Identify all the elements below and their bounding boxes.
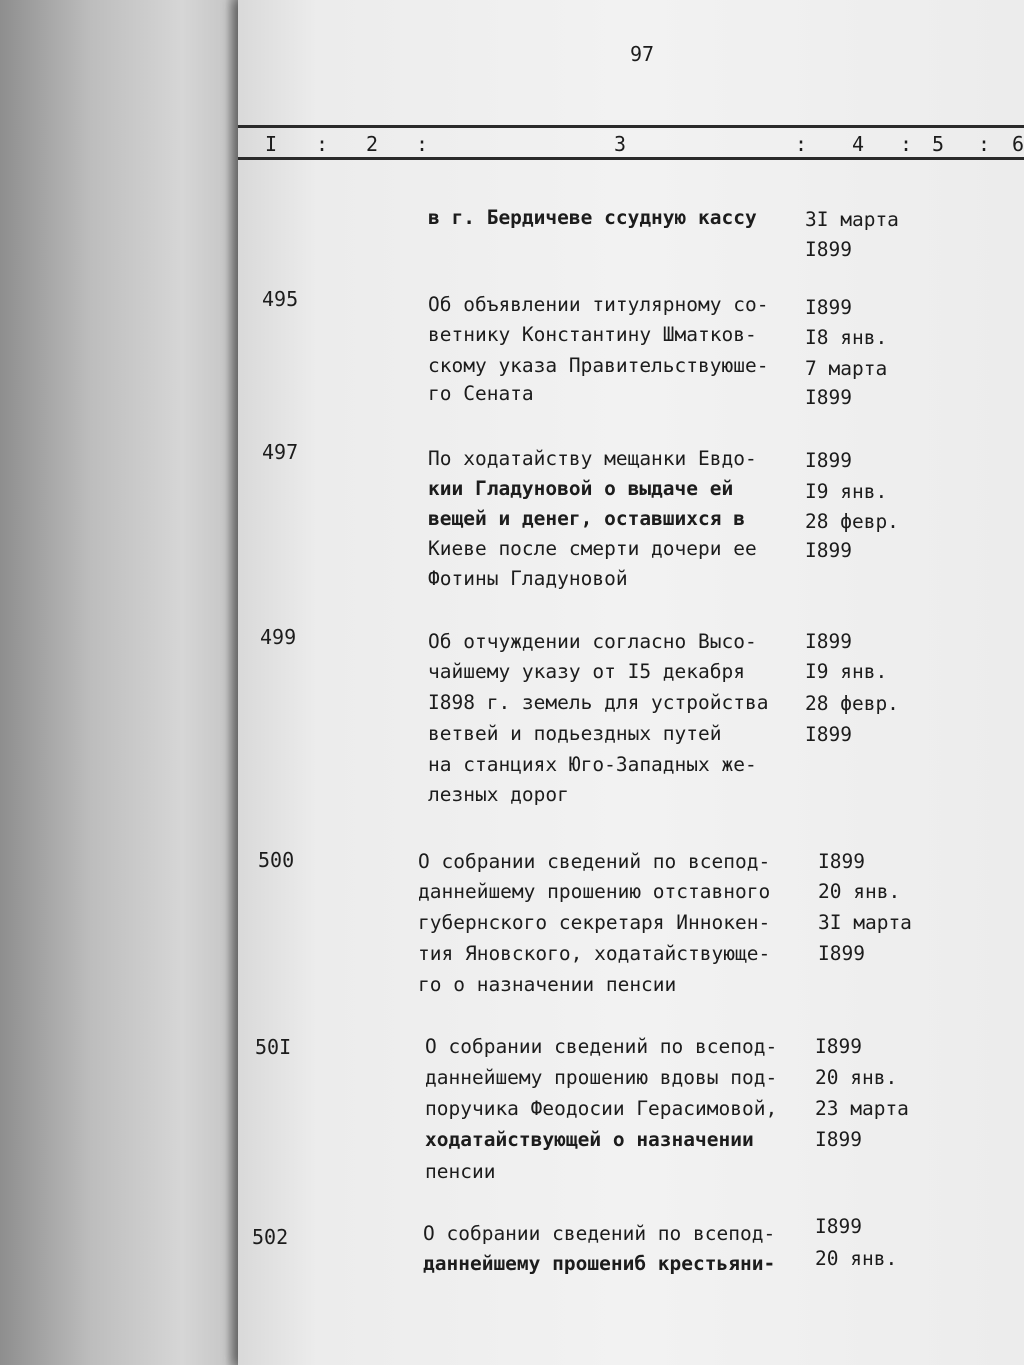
entry-date-line: I9 янв. xyxy=(805,660,888,683)
entry-description-line: По ходатайству мещанки Евдо- xyxy=(428,447,757,470)
entry-date-line: I8 янв. xyxy=(805,326,888,349)
entry-date-line: I899 xyxy=(818,942,865,965)
entry-description-line: О собрании сведений по всепод- xyxy=(423,1222,776,1245)
entry-description-line: Об объявлении титулярному со- xyxy=(428,293,769,316)
page-number: 97 xyxy=(630,42,655,66)
entry-date-line: I899 xyxy=(815,1215,862,1238)
entry-date-line: I899 xyxy=(815,1035,862,1058)
entry-description-line: О собрании сведений по всепод- xyxy=(425,1035,778,1058)
entry-description-line: пенсии xyxy=(425,1160,496,1183)
entry-date-line: 28 февр. xyxy=(805,510,899,533)
header-separator: : xyxy=(978,132,991,156)
entry-description-line: вещей и денег, оставшихся в xyxy=(428,507,745,530)
entry-date-line: 20 янв. xyxy=(818,880,901,903)
entry-description-line: на станциях Юго-Западных же- xyxy=(428,753,757,776)
entry-date-line: 20 янв. xyxy=(815,1247,898,1270)
header-col-4: 4 xyxy=(852,132,865,156)
header-col-5: 5 xyxy=(932,132,945,156)
header-col-3: 3 xyxy=(614,132,627,156)
entry-date-line: 28 февр. xyxy=(805,692,899,715)
header-separator: : xyxy=(316,132,329,156)
entry-description-line: скому указа Правительствуюше- xyxy=(428,354,769,377)
entry-date-line: 3I марта xyxy=(805,208,899,231)
entry-date-line: 3I марта xyxy=(818,911,912,934)
entry-date-line: I899 xyxy=(805,386,852,409)
entry-description-line: даннейшему прошению вдовы под- xyxy=(425,1066,778,1089)
header-col-1: I xyxy=(265,132,278,156)
header-top-rule xyxy=(238,125,1024,128)
entry-description-line: даннейшему прошению отставного xyxy=(418,880,771,903)
header-col-2: 2 xyxy=(366,132,379,156)
header-separator: : xyxy=(900,132,913,156)
entry-description-line: даннейшему прошениб крестьяни- xyxy=(423,1252,776,1275)
entry-description-line: чайшему указу от I5 декабря xyxy=(428,660,745,683)
header-col-6: 6 xyxy=(1012,132,1024,156)
entry-description-line: лезных дорог xyxy=(428,783,569,806)
entry-date-line: I899 xyxy=(805,630,852,653)
entry-date-line: I899 xyxy=(815,1128,862,1151)
entry-description-line: Киеве после смерти дочери ее xyxy=(428,537,757,560)
entry-description-line: тия Яновского, ходатайствующе- xyxy=(418,942,771,965)
entry-description-line: I898 г. земель для устройства xyxy=(428,691,769,714)
entry-date-line: 20 янв. xyxy=(815,1066,898,1089)
entry-date-line: I9 янв. xyxy=(805,480,888,503)
entry-description-line: О собрании сведений по всепод- xyxy=(418,850,771,873)
entry-number: 497 xyxy=(262,440,299,464)
entry-date-line: I899 xyxy=(805,449,852,472)
entry-description-line: ветнику Константину Шматков- xyxy=(428,323,757,346)
header-separator: : xyxy=(795,132,808,156)
left-facing-page xyxy=(0,0,260,1365)
entry-number: 500 xyxy=(258,848,295,872)
entry-date-line: 23 марта xyxy=(815,1097,909,1120)
entry-date-line: I899 xyxy=(818,850,865,873)
entry-number: 502 xyxy=(252,1225,289,1249)
entry-number: 495 xyxy=(262,287,299,311)
entry-description-line: го Сената xyxy=(428,382,534,405)
entry-description-line: губернского секретаря Иннокен- xyxy=(418,911,771,934)
entry-description-line: поручика Феодосии Герасимовой, xyxy=(425,1097,778,1120)
header-bottom-rule xyxy=(238,157,1024,160)
entry-number: 499 xyxy=(260,625,297,649)
entry-date-line: 7 марта xyxy=(805,357,888,380)
entry-date-line: I899 xyxy=(805,539,852,562)
entry-description-line: го о назначении пенсии xyxy=(418,973,677,996)
entry-description-line: кии Гладуновой о выдаче ей xyxy=(428,477,734,500)
entry-description-line: Фотины Гладуновой xyxy=(428,567,628,590)
entry-date-line: I899 xyxy=(805,723,852,746)
entry-date-line: I899 xyxy=(805,296,852,319)
entry-number: 50I xyxy=(255,1035,292,1059)
entry-date-line: I899 xyxy=(805,238,852,261)
entry-description-line: в г. Бердичеве ссудную кассу xyxy=(428,206,757,229)
entry-description-line: ходатайствующей о назначении xyxy=(425,1128,754,1151)
header-separator: : xyxy=(416,132,429,156)
entry-description-line: ветвей и подьездных путей xyxy=(428,722,722,745)
entry-description-line: Об отчуждении согласно Высо- xyxy=(428,630,757,653)
